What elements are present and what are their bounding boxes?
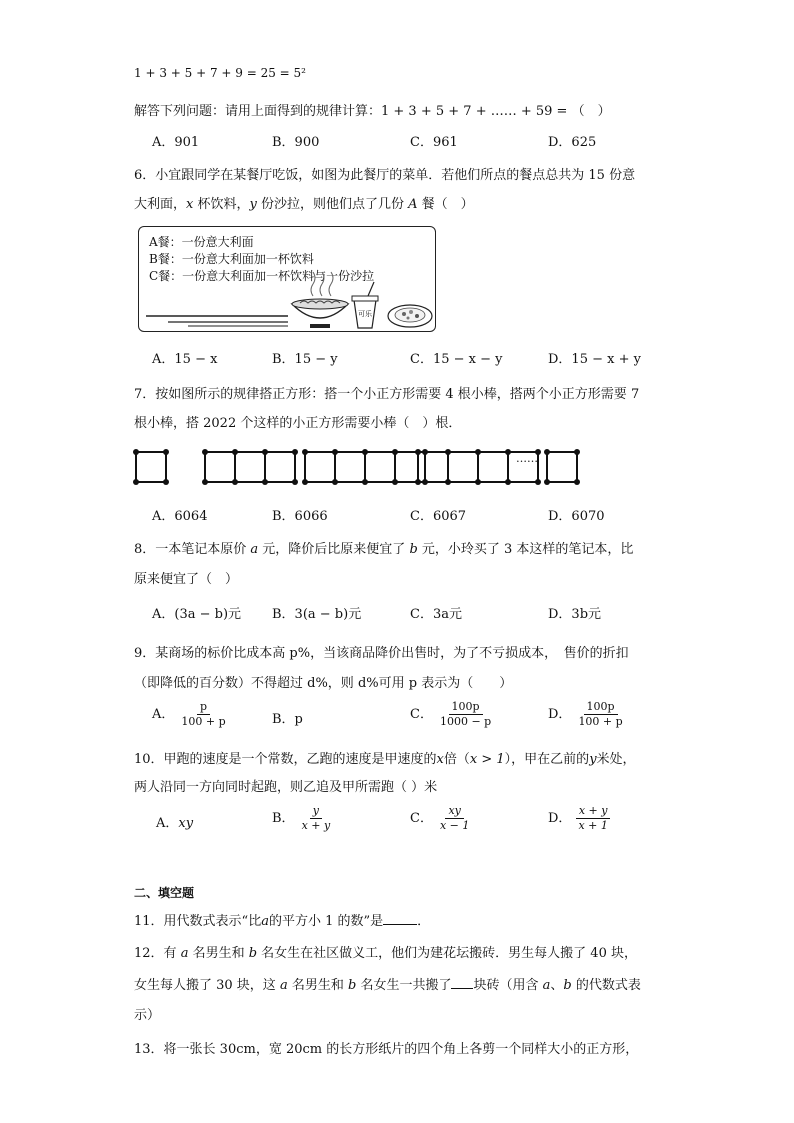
q10-line2: 两人沿同一方向同时起跑，则乙追及甲所需跑（ ）米 <box>134 780 438 795</box>
q12-answer-blank[interactable] <box>451 976 473 989</box>
stick-joint <box>574 479 580 485</box>
q12-line1: 12．有 a 名男生和 b 名女生在社区做义工，他们为建花坛搬砖．男生每人搬了 40 块， <box>134 946 637 961</box>
q8-option-c[interactable]: C．3a元 <box>410 607 462 622</box>
q7-option-c[interactable]: C．6067 <box>410 509 467 524</box>
stick-joint <box>392 479 398 485</box>
stick-joint <box>163 449 169 455</box>
cola-cup-icon <box>352 282 378 328</box>
q9-option-c[interactable]: C． $\frac{100p}{1000 - p}$ <box>410 700 494 729</box>
q7-option-a[interactable]: A．6064 <box>152 509 208 524</box>
stick-joint <box>544 449 550 455</box>
q6-option-d[interactable]: D．15 − x + y <box>548 352 641 367</box>
squares-pattern-figure <box>0 440 794 500</box>
stick-joint <box>332 479 338 485</box>
q10-option-c-fraction: $\frac{xy}{x - 1}$ <box>439 804 470 832</box>
q8-option-b[interactable]: B．3(a − b)元 <box>272 607 362 622</box>
q12-line2: 女生每人搬了 30 块，这 a 名男生和 b 名女生一共搬了 块砖（用含 a、b 的代数式表 <box>134 978 641 993</box>
stick-joint <box>505 479 511 485</box>
q7-line1: 7．按如图所示的规律搭正方形：搭一个小正方形需要 4 根小棒，搭两个小正方形需要 7 <box>134 387 640 402</box>
stick-joint <box>332 449 338 455</box>
stick-joint <box>302 449 308 455</box>
q10-option-a[interactable]: A．xy <box>156 816 194 831</box>
q5-formula: 1 + 3 + 5 + 7 + 9 = 25 = 5² <box>134 66 306 80</box>
stick-joint <box>133 449 139 455</box>
stick-joint <box>445 449 451 455</box>
q8-line1: 8．一本笔记本原价 a 元，降价后比原来便宜了 b 元，小玲买了 3 本这样的笔记本，比 <box>134 542 634 557</box>
q10-option-d-fraction: $\frac{x + y}{x + 1}$ <box>575 804 610 833</box>
menu-item-b: B餐：一份意大利面加一杯饮料 <box>149 252 314 266</box>
stick-joint <box>415 449 421 455</box>
stick-joint <box>505 449 511 455</box>
stick-joint <box>574 449 580 455</box>
stick-joint <box>362 449 368 455</box>
q7-option-b[interactable]: B．6066 <box>272 509 328 524</box>
q9-option-c-fraction: $\frac{100p}{1000 - p}$ <box>439 700 492 728</box>
pattern-ellipsis: …… <box>516 452 538 465</box>
stick-joint <box>133 479 139 485</box>
square-group-5 <box>544 449 580 485</box>
menu-figure <box>138 226 436 332</box>
q10-line1: 10．甲跑的速度是一个常数，乙跑的速度是甲速度的x倍（x > 1），甲在乙前的y米处， <box>134 752 636 767</box>
q9-line1: 9．某商场的标价比成本高 p%，当该商品降价出售时，为了不亏损成本， 售价的折扣 <box>134 646 629 661</box>
stick-joint <box>292 449 298 455</box>
q9-option-a[interactable]: A． $\frac{p}{100 + p}$ <box>152 700 229 729</box>
stick-joint <box>544 479 550 485</box>
stick-joint <box>202 449 208 455</box>
q6-line1: 6．小宜跟同学在某餐厅吃饭，如图为此餐厅的菜单．若他们所点的餐点总共为 15 份意 <box>134 168 636 183</box>
square-group-1 <box>133 449 169 485</box>
q6-line2: 大利面，x 杯饮料，y 份沙拉，则他们点了几份 A 餐（ ） <box>134 197 474 212</box>
stick-joint <box>475 479 481 485</box>
noodle-bowl-icon <box>292 272 348 328</box>
q10-option-b-fraction: $\frac{y}{x + y}$ <box>301 804 331 832</box>
q8-option-d[interactable]: D．3b元 <box>548 607 602 622</box>
menu-item-c: C餐：一份意大利面加一杯饮料与一份沙拉 <box>149 269 375 283</box>
q8-line2: 原来便宜了（ ） <box>134 572 239 587</box>
q5-option-b[interactable]: B．900 <box>272 135 320 150</box>
square-group-3 <box>302 449 428 485</box>
stick-joint <box>415 479 421 485</box>
stick-joint <box>262 479 268 485</box>
q10-option-c[interactable]: C． $\frac{xy}{x - 1}$ <box>410 804 472 833</box>
menu-illustration <box>138 226 436 332</box>
stick-joint <box>292 479 298 485</box>
q11-text: 11．用代数式表示“比a的平方小 1 的数”是 ． <box>134 914 431 929</box>
stick-joint <box>475 449 481 455</box>
stick-joint <box>163 479 169 485</box>
q7-line2: 根小棒，搭 2022 个这样的小正方形需要小棒（ ）根． <box>134 416 462 431</box>
stick-joint <box>262 449 268 455</box>
square-group-2 <box>202 449 298 485</box>
q9-line2: （即降低的百分数）不得超过 d%，则 d%可用 p 表示为（ ） <box>134 676 513 691</box>
q12-line3: 示） <box>134 1008 161 1023</box>
section-title-fill-in: 二、填空题 <box>134 886 195 900</box>
q8-option-a[interactable]: A．(3a − b)元 <box>152 607 242 622</box>
q10-option-d[interactable]: D． $\frac{x + y}{x + 1}$ <box>548 804 611 833</box>
q9-option-d[interactable]: D． $\frac{100p}{100 + p}$ <box>548 700 626 729</box>
q7-option-d[interactable]: D．6070 <box>548 509 605 524</box>
q9-option-a-fraction: $\frac{p}{100 + p}$ <box>181 700 226 728</box>
stick-joint <box>232 449 238 455</box>
salad-plate-icon <box>388 305 432 327</box>
q5-option-a[interactable]: A．901 <box>152 135 200 150</box>
stick-joint <box>535 479 541 485</box>
q6-option-b[interactable]: B．15 − y <box>272 352 338 367</box>
q13-line1: 13．将一张长 30cm，宽 20cm 的长方形纸片的四个角上各剪一个同样大小的正方形， <box>134 1042 639 1057</box>
stick-joint <box>445 479 451 485</box>
stick-joint <box>302 479 308 485</box>
q10-option-b[interactable]: B． $\frac{y}{x + y}$ <box>272 804 333 833</box>
menu-item-a: A餐：一份意大利面 <box>149 235 254 249</box>
stick-joint <box>392 449 398 455</box>
q9-option-d-fraction: $\frac{100p}{100 + p}$ <box>578 700 623 728</box>
q5-question: 解答下列问题：请用上面得到的规律计算：1 + 3 + 5 + 7 + …… + 59 = （ ） <box>134 104 611 119</box>
stick-joint <box>362 479 368 485</box>
q5-option-d[interactable]: D．625 <box>548 135 597 150</box>
q6-option-a[interactable]: A．15 − x <box>152 352 218 367</box>
q11-answer-blank[interactable] <box>383 912 417 925</box>
stick-joint <box>202 479 208 485</box>
cola-cup-label: 可乐 <box>358 310 372 318</box>
q5-option-c[interactable]: C．961 <box>410 135 458 150</box>
q9-option-b[interactable]: B．p <box>272 712 303 727</box>
q6-option-c[interactable]: C．15 − x − y <box>410 352 503 367</box>
stick-joint <box>232 479 238 485</box>
